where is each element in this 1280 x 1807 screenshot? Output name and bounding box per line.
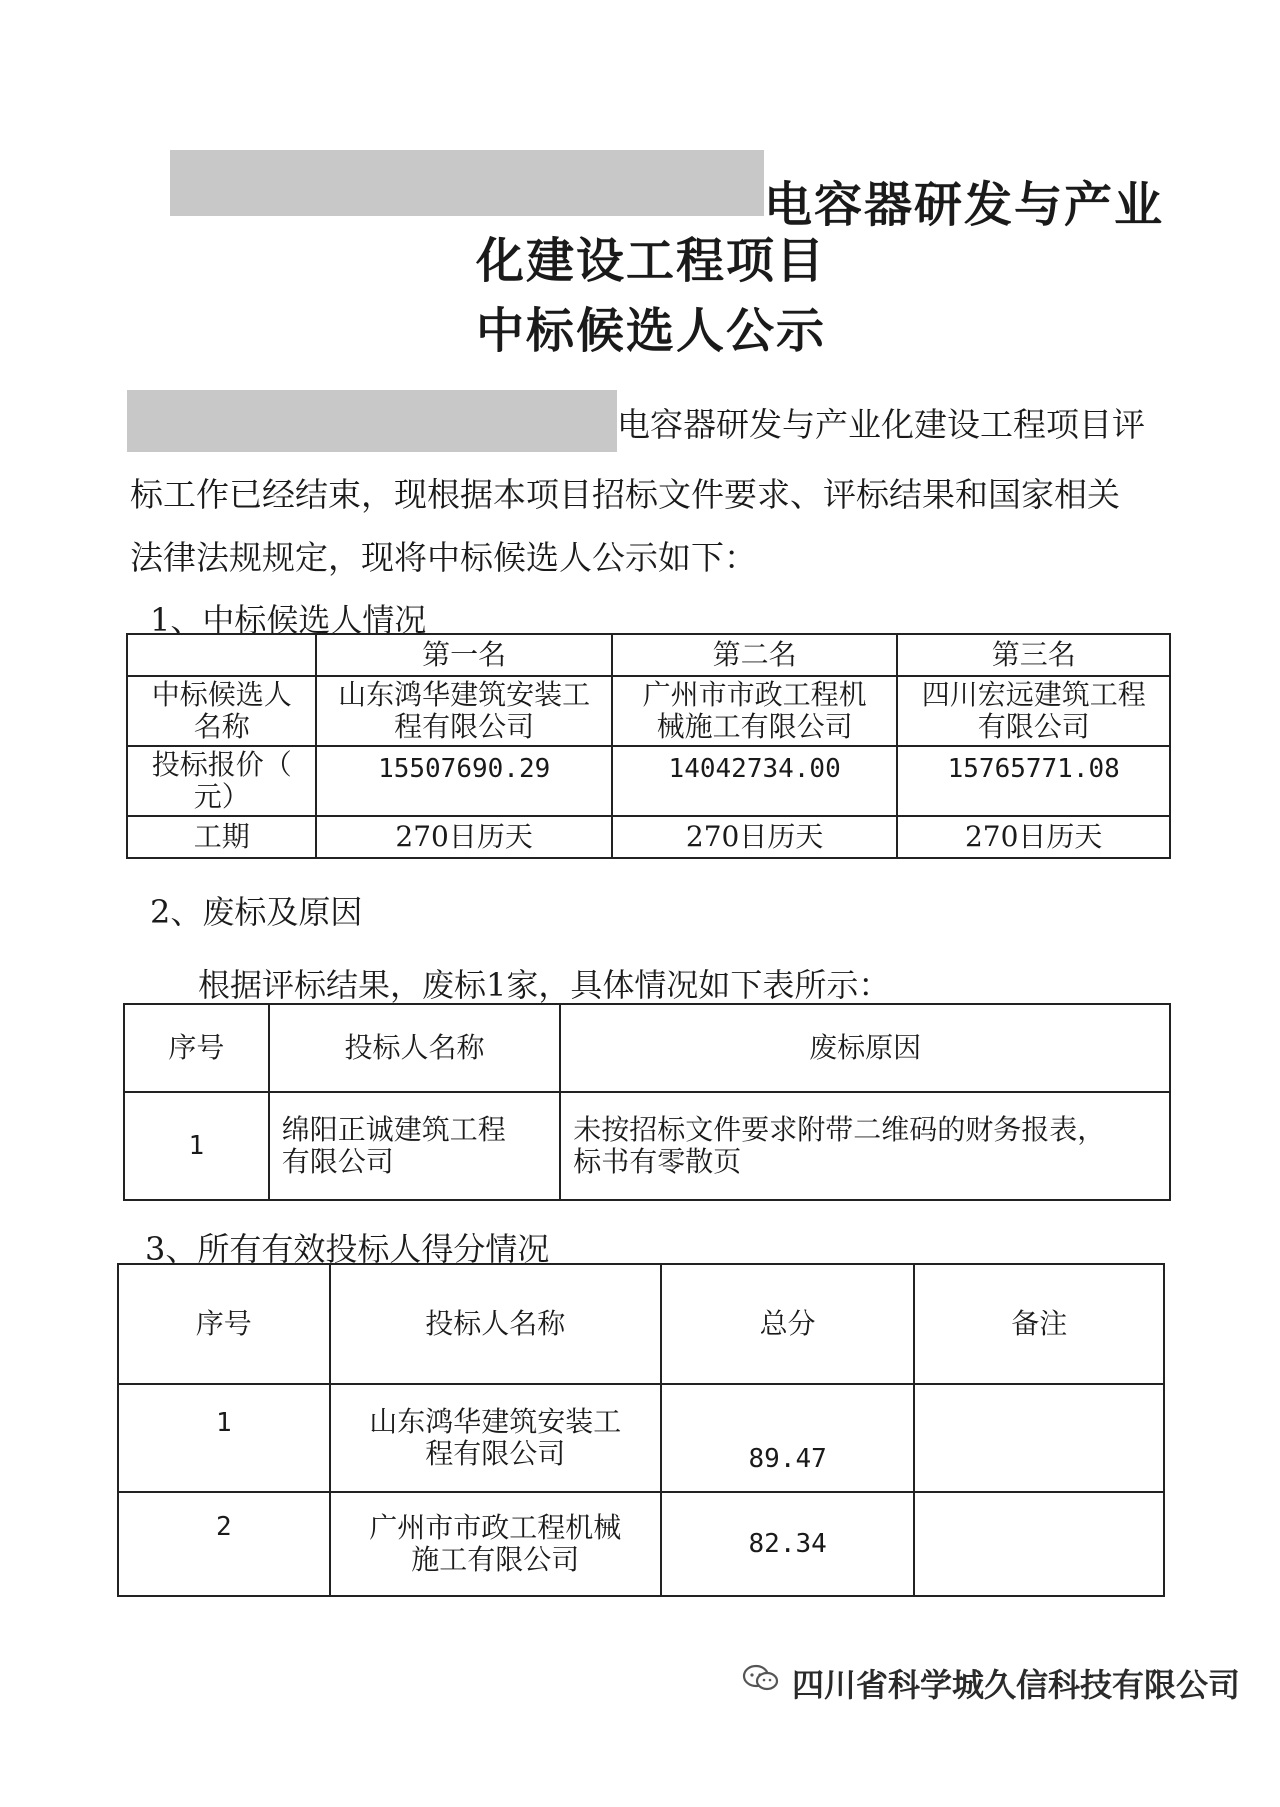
candidates-name-row — [127, 676, 1170, 746]
scores-row — [118, 1492, 1164, 1596]
candidate-2-price: 14042734.00 — [612, 746, 898, 816]
disqualified-header-row — [124, 1004, 1170, 1092]
header-no: 序号 — [118, 1264, 330, 1384]
intro-line-3: 法律法规规定，现将中标候选人公示如下： — [130, 538, 757, 577]
scores-row — [118, 1384, 1164, 1492]
candidate-3-price: 15765771.08 — [897, 746, 1170, 816]
section2-note: 根据评标结果，废标1家，具体情况如下表所示： — [198, 966, 891, 1004]
disqualified-table — [123, 1003, 1171, 1201]
title-line-2: 化建设工程项目 — [476, 233, 827, 289]
footer-organization: 四川省科学城久信科技有限公司 — [792, 1666, 1241, 1704]
intro-line-1: 电容器研发与产业化建设工程项目评 — [617, 405, 1145, 444]
score-remark — [914, 1492, 1164, 1596]
redacted-project-name-intro — [127, 390, 617, 452]
candidates-table — [126, 633, 1171, 859]
section3-heading: 3、所有有效投标人得分情况 — [145, 1230, 550, 1268]
col-rank-3: 第三名 — [897, 634, 1170, 676]
candidate-1-name: 山东鸿华建筑安装工 程有限公司 — [316, 676, 611, 746]
row-label-price: 投标报价（ 元） — [127, 746, 316, 816]
wechat-icon — [742, 1664, 780, 1696]
col-rank-2: 第二名 — [612, 634, 898, 676]
candidates-header-row — [127, 634, 1170, 676]
candidate-1-period: 270日历天 — [316, 816, 611, 858]
col-rank-1: 第一名 — [316, 634, 611, 676]
disqualified-no: 1 — [124, 1092, 269, 1200]
score-no: 2 — [118, 1492, 330, 1596]
candidates-period-row — [127, 816, 1170, 858]
score-bidder-name: 山东鸿华建筑安装工 程有限公司 — [330, 1384, 661, 1492]
score-total: 82.34 — [661, 1492, 915, 1596]
blank-corner-cell — [127, 634, 316, 676]
candidates-price-row — [127, 746, 1170, 816]
header-bidder-name: 投标人名称 — [269, 1004, 560, 1092]
row-label-period: 工期 — [127, 816, 316, 858]
score-no: 1 — [118, 1384, 330, 1492]
scores-table — [117, 1263, 1165, 1597]
header-reason: 废标原因 — [560, 1004, 1170, 1092]
score-remark — [914, 1384, 1164, 1492]
title-line-1: 电容器研发与产业 — [764, 177, 1165, 233]
header-remark: 备注 — [914, 1264, 1164, 1384]
section1-heading: 1、中标候选人情况 — [150, 601, 427, 639]
candidate-2-period: 270日历天 — [612, 816, 898, 858]
header-total-score: 总分 — [661, 1264, 915, 1384]
candidate-2-name: 广州市市政工程机 械施工有限公司 — [612, 676, 898, 746]
section2-heading: 2、废标及原因 — [150, 893, 363, 931]
header-no: 序号 — [124, 1004, 269, 1092]
row-label-name: 中标候选人 名称 — [127, 676, 316, 746]
disqualified-bidder-name: 绵阳正诚建筑工程 有限公司 — [269, 1092, 560, 1200]
header-bidder-name: 投标人名称 — [330, 1264, 661, 1384]
score-bidder-name: 广州市市政工程机械 施工有限公司 — [330, 1492, 661, 1596]
disqualified-reason: 未按招标文件要求附带二维码的财务报表， 标书有零散页 — [560, 1092, 1170, 1200]
disqualified-row — [124, 1092, 1170, 1200]
title-line-3: 中标候选人公示 — [476, 303, 827, 359]
candidate-1-price: 15507690.29 — [316, 746, 611, 816]
candidate-3-name: 四川宏远建筑工程 有限公司 — [897, 676, 1170, 746]
intro-line-2: 标工作已经结束，现根据本项目招标文件要求、评标结果和国家相关 — [130, 475, 1120, 514]
candidate-3-period: 270日历天 — [897, 816, 1170, 858]
scores-header-row — [118, 1264, 1164, 1384]
score-total: 89.47 — [661, 1384, 915, 1492]
redacted-project-name — [170, 150, 764, 216]
